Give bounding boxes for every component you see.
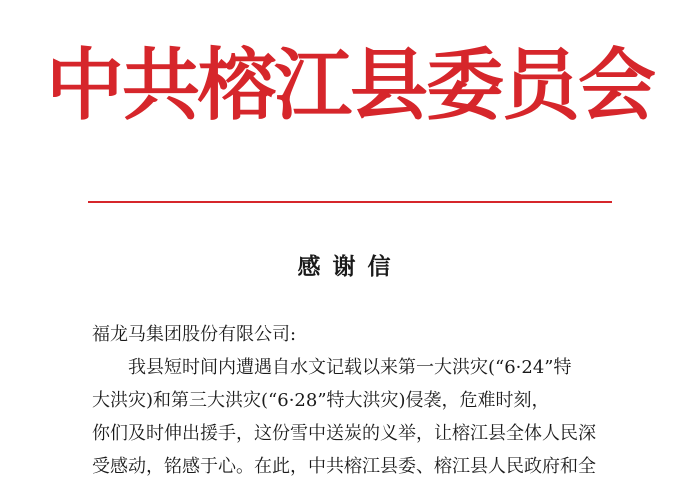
salutation: 福龙马集团股份有限公司:	[92, 324, 297, 345]
body-line: 我县短时间内遭遇自水文记载以来第一大洪灾(“6·24”特	[128, 357, 572, 378]
document-title: 感谢信	[297, 254, 403, 280]
body-line: 受感动，铭感于心。在此，中共榕江县委、榕江县人民政府和全	[92, 456, 596, 477]
letterhead-organization-name: 中共榕江县委员会	[45, 40, 654, 131]
body-line: 大洪灾)和第三大洪灾(“6·28”特大洪灾)侵袭，危难时刻，	[92, 390, 550, 411]
letterhead-red-rule	[88, 201, 612, 203]
letter-body	[92, 318, 612, 483]
body-line: 你们及时伸出援手，这份雪中送炭的义举，让榕江县全体人民深	[92, 423, 596, 444]
